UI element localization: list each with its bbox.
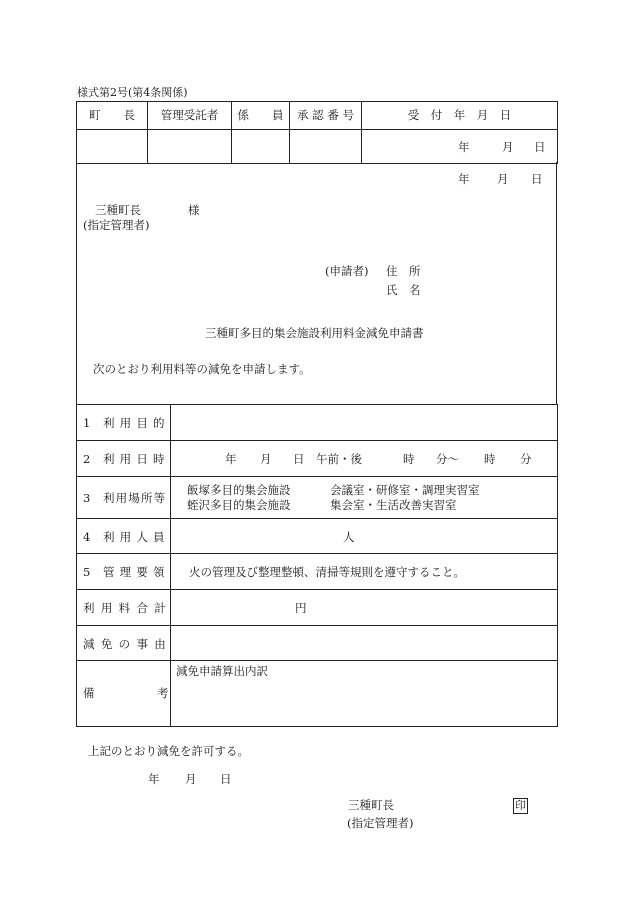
received-month: 月 [502,140,514,154]
total-field[interactable] [171,590,558,626]
approval-statement: 上記のとおり減免を許可する。 [88,744,249,758]
approval-sub: (指定管理者) [347,816,414,830]
row-place [77,477,558,519]
label-purpose: 1 利用目的 [77,405,171,441]
seal-mark: 印 [515,799,526,812]
approval-day: 日 [220,772,232,786]
datetime-hour-end: 時 [484,452,496,466]
remarks-field[interactable] [171,661,558,727]
address-label: 住 所 [386,264,421,278]
facility-iizuka: 飯塚多目的集会施設 [187,483,291,497]
people-unit: 人 [343,530,355,544]
application-statement: 次のとおり利用料等の減免を申請します。 [93,362,311,376]
row-people [77,519,558,554]
header-received-date: 受 付 年 月 日 [362,102,558,130]
purpose-field[interactable] [171,405,558,441]
rules-text: 火の管理及び整理整頓、清掃等規則を遵守すること。 [189,565,465,579]
approval-year: 年 [148,772,160,786]
reason-field[interactable] [171,626,558,661]
datetime-year: 年 [225,452,237,466]
name-label: 氏 名 [386,283,421,297]
datetime-month: 月 [260,452,272,466]
total-unit: 円 [295,601,307,615]
label-place: 3 利用場所等 [77,477,171,519]
application-year: 年 [458,172,470,186]
row-remarks [77,661,558,727]
facility-hiruzawa: 蛭沢多目的集会施設 [187,498,291,512]
header-mayor: 町 長 [77,102,148,130]
row-datetime [77,441,558,477]
label-total: 利用料合計 [77,590,171,626]
row-total [77,590,558,626]
mayor-stamp-cell[interactable] [77,130,148,164]
row-reason [77,626,558,661]
rules-field [171,554,558,590]
remarks-text: 減免申請算出内訳 [176,664,268,678]
label-rules: 5 管理要領 [77,554,171,590]
label-remarks: 備 考 [77,661,171,727]
datetime-day: 日 [293,452,305,466]
header-staff: 係 員 [232,102,290,130]
addressee-sub: (指定管理者) [83,218,150,232]
received-day: 日 [534,140,546,154]
place-field[interactable] [171,477,558,519]
usage-details-table [76,404,558,727]
form-number: 様式第2号(第4条関係) [77,86,188,99]
addressee: 三種町長 [95,203,141,217]
document-title: 三種町多目的集会施設利用料金減免申請書 [205,326,424,340]
addressee-honorific: 様 [188,203,200,217]
application-body [76,162,557,405]
received-date-cell[interactable] [362,130,558,164]
label-people: 4 利用人員 [77,519,171,554]
datetime-minute-start: 分〜 [436,452,459,466]
contractor-stamp-cell[interactable] [148,130,232,164]
applicant-label: (申請者) [325,264,369,278]
label-datetime: 2 利用日時 [77,441,171,477]
datetime-field[interactable] [171,441,558,477]
row-rules [77,554,558,590]
datetime-hour-start: 時 [403,452,415,466]
approval-number-cell[interactable] [290,130,362,164]
people-field[interactable] [171,519,558,554]
label-reason: 減免の事由 [77,626,171,661]
header-approval-number: 承 認 番 号 [290,102,362,130]
staff-stamp-cell[interactable] [232,130,290,164]
datetime-ampm: 午前・後 [316,452,362,466]
row-purpose [77,405,558,441]
received-year: 年 [458,140,470,154]
approval-month: 月 [185,772,197,786]
approval-stamp-table [76,101,558,164]
rooms-hiruzawa: 集会室・生活改善実習室 [330,498,457,512]
header-contractor: 管理受託者 [148,102,232,130]
application-month: 月 [497,172,509,186]
approval-mayor: 三種町長 [348,798,394,812]
datetime-minute-end: 分 [520,452,532,466]
application-day: 日 [531,172,543,186]
rooms-iizuka: 会議室・研修室・調理実習室 [330,483,480,497]
